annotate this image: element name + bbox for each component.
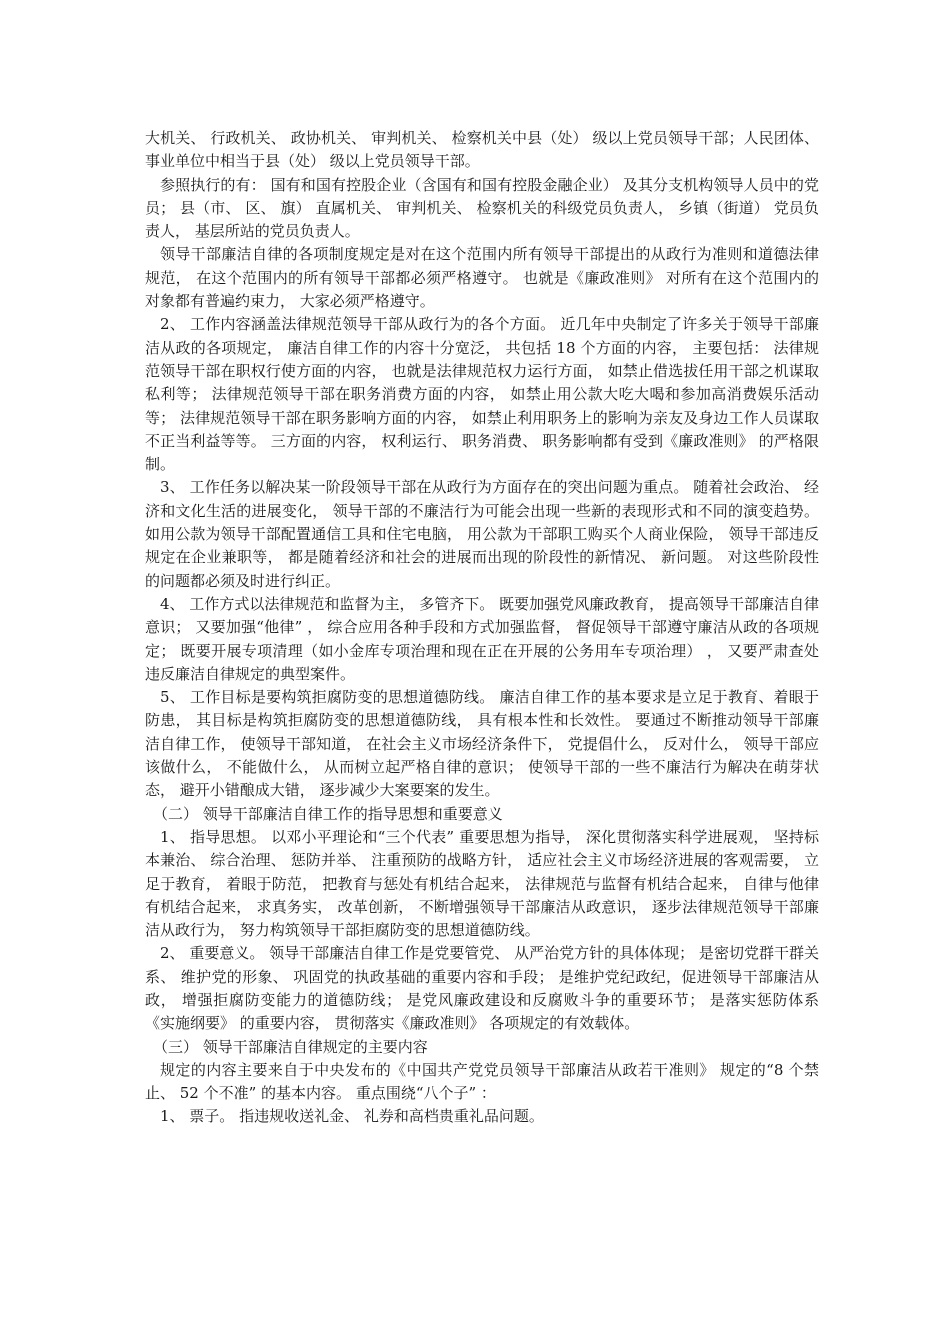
paragraph-significance: 2、 重要意义。 领导干部廉洁自律工作是党要管党、 从严治党方针的具体体现； 是密切党群干群关系、 维护党的形象、 巩固党的执政基础的重要内容和手段； 是维护党纪政纪，促进领导干部廉洁从政， 增强拒腐防变能力的道德防线； 是党风廉政建设和反腐败斗争的重要环节； 是落实惩防体系《实施纲要》 的重要内容， 贯彻落实《廉政准则》 各项规定的有效载体。 [145, 944, 819, 1033]
paragraph-guiding-thought: 1、 指导思想。 以邓小平理论和“三个代表” 重要思想为指导， 深化贯彻落实科学进展观， 坚持标本兼治、 综合治理、 惩防并举、 注重预防的战略方针， 适应社会主义市场经济进展的客观需要， 立足于教育， 着眼于防范， 把教育与惩处有机结合起来， 法律规范与监督有机结合起来， 自律与他律有机结合起来， 求真务实， 改革创新， 不断增强领导干部廉洁从政意识， 逐步法律规范领导干部廉洁从政行为， 努力构筑领导干部拒腐防变的思想道德防线。 [145, 827, 819, 940]
paragraph-work-task: 3、 工作任务以解决某一阶段领导干部在从政行为方面存在的突出问题为重点。 随着社会政治、 经济和文化生活的进展变化， 领导干部的不廉洁行为可能会出现一些新的表现形式和不同的演变趋势。 如用公款为领导干部配置通信工具和住宅电脑， 用公款为干部职工购买个人商业保险， 领导干部违反规定在企业兼职等， 都是随着经济和社会的进展而出现的阶段性的新情况、 新问题。 对这些阶段性的问题都必须及时进行纠正。 [145, 478, 819, 590]
section-heading-main-content: （三） 领导干部廉洁自律规定的主要内容 [153, 1037, 428, 1056]
section-heading-guiding-thought: （二） 领导干部廉洁自律工作的指导思想和重要意义 [153, 804, 503, 823]
paragraph-item-money: 1、 票子。 指违规收送礼金、 礼券和高档贵重礼品问题。 [160, 1107, 544, 1126]
paragraph-reference-execution: 参照执行的有： 国有和国有控股企业（含国有和国有控股金融企业） 及其分支机构领导人员中的党员； 县（市、 区、 旗） 直属机关、 审判机关、 检察机关的科级党员负责人， 乡镇（街道） 党员负责人， 基层所站的党员负责人。 [145, 175, 819, 241]
paragraph-scope-first-part: 大机关、 行政机关、 政协机关、 审判机关、 检察机关中县（处） 级以上党员领导干部；人民团体、 事业单位中相当于县（处） 级以上党员领导干部。 [145, 129, 819, 171]
paragraph-rules-source: 规定的内容主要来自于中央发布的《中国共产党党员领导干部廉洁从政若干准则》 规定的“8 个禁止、 52 个不准” 的基本内容。 重点围绕“八个子” ： [145, 1060, 819, 1103]
document-page [145, 127, 819, 1129]
paragraph-work-content: 2、 工作内容涵盖法律规范领导干部从政行为的各个方面。 近几年中央制定了许多关于领导干部廉洁从政的各项规定， 廉洁自律工作的内容十分宽泛， 共包括 18 个方面的内容， 主要包括： 法律规范领导干部在职权行使方面的内容， 也就是法律规范权力运行方面， 如禁止借选拔任用干部之机谋取私利等； 法律规范领导干部在职务消费方面的内容， 如禁止用公款大吃大喝和参加高消费娱乐活动等； 法律规范领导干部在职务影响方面的内容， 如禁止利用职务上的影响为亲友及身边工作人员谋取不正当利益等等。 三方面的内容， 权利运行、 职务消费、 职务影响都有受到《廉政准则》 的严格限制。 [145, 315, 819, 474]
paragraph-work-goal: 5、 工作目标是要构筑拒腐防变的思想道德防线。 廉洁自律工作的基本要求是立足于教育、着眼于防患， 其目标是构筑拒腐防变的思想道德防线， 具有根本性和长效性。 要通过不断推动领导干部廉洁自律工作， 使领导干部知道， 在社会主义市场经济条件下， 党提倡什么， 反对什么， 领导干部应该做什么， 不能做什么， 从而树立起严格自律的意识； 使领导干部的一些不廉洁行为解决在萌芽状态， 避开小错酿成大错， 逐步减少大案要案的发生。 [145, 688, 819, 800]
paragraph-self-discipline-rules: 领导干部廉洁自律的各项制度规定是对在这个范围内所有领导干部提出的从政行为准则和道德法律规范， 在这个范围内的所有领导干部都必须严格遵守。 也就是《廉政准则》 对所有在这个范围内的对象都有普遍约束力， 大家必须严格遵守。 [145, 245, 819, 311]
paragraph-work-method: 4、 工作方式以法律规范和监督为主， 多管齐下。 既要加强党风廉政教育， 提高领导干部廉洁自律意识； 又要加强“他律” ， 综合应用各种手段和方式加强监督， 督促领导干部遵守廉洁从政的各项规定； 既要开展专项清理（如小金库专项治理和现在正在开展的公务用车专项治理） ， 又要严肃查处违反廉洁自律规定的典型案件。 [145, 594, 819, 683]
